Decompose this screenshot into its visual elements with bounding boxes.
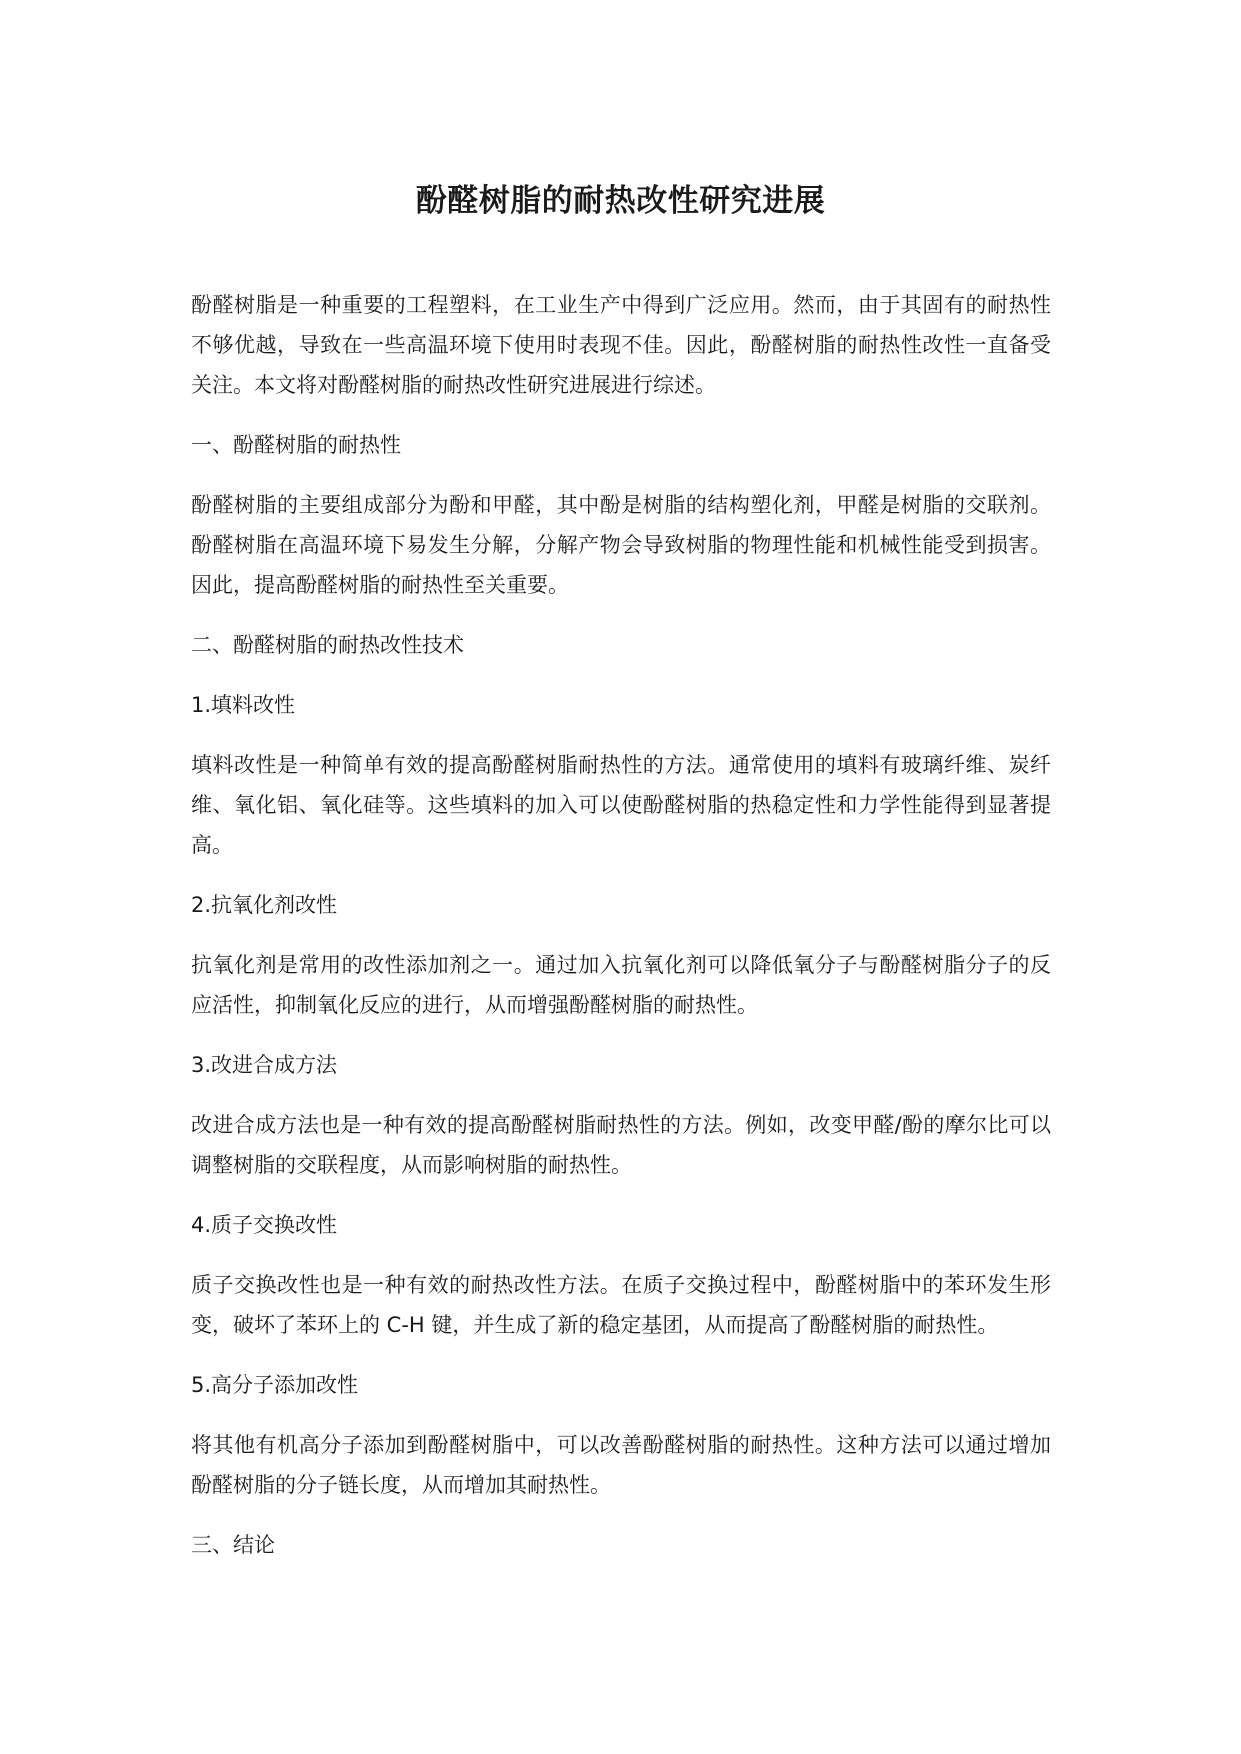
subsection-heading-antioxidant: 2.抗氧化剂改性: [191, 893, 338, 917]
intro-paragraph: 酚醛树脂是一种重要的工程塑料，在工业生产中得到广泛应用。然而，由于其固有的耐热性不够优越，导致在一些高温环境下使用时表现不佳。因此，酚醛树脂的耐热性改性一直备受关注。本文将对酚醛树脂的耐热改性研究进展进行综述。: [191, 293, 1051, 397]
filler-paragraph: 填料改性是一种简单有效的提高酚醛树脂耐热性的方法。通常使用的填料有玻璃纤维、炭纤维、氧化铝、氧化硅等。这些填料的加入可以使酚醛树脂的热稳定性和力学性能得到显著提高。: [191, 753, 1051, 857]
section-heading-2: 二、酚醛树脂的耐热改性技术: [191, 633, 464, 657]
antioxidant-paragraph: 抗氧化剂是常用的改性添加剂之一。通过加入抗氧化剂可以降低氧分子与酚醛树脂分子的反应活性，抑制氧化反应的进行，从而增强酚醛树脂的耐热性。: [191, 953, 1051, 1017]
document-title: 酚醛树脂的耐热改性研究进展: [415, 183, 826, 219]
section-1-paragraph: 酚醛树脂的主要组成部分为酚和甲醛，其中酚是树脂的结构塑化剂，甲醛是树脂的交联剂。酚醛树脂在高温环境下易发生分解，分解产物会导致树脂的物理性能和机械性能受到损害。因此，提高酚醛树脂的耐热性至关重要。: [191, 493, 1051, 597]
proton-exchange-paragraph: 质子交换改性也是一种有效的耐热改性方法。在质子交换过程中，酚醛树脂中的苯环发生形变，破坏了苯环上的 C-H 键，并生成了新的稳定基团，从而提高了酚醛树脂的耐热性。: [191, 1273, 1051, 1337]
polymer-additive-paragraph: 将其他有机高分子添加到酚醛树脂中，可以改善酚醛树脂的耐热性。这种方法可以通过增加酚醛树脂的分子链长度，从而增加其耐热性。: [191, 1433, 1051, 1497]
document-body: [191, 285, 1051, 1585]
synthesis-paragraph: 改进合成方法也是一种有效的提高酚醛树脂耐热性的方法。例如，改变甲醛/酚的摩尔比可以调整树脂的交联程度，从而影响树脂的耐热性。: [191, 1113, 1051, 1177]
subsection-heading-filler: 1.填料改性: [191, 693, 296, 717]
section-heading-1: 一、酚醛树脂的耐热性: [191, 433, 401, 457]
subsection-heading-polymer-additive: 5.高分子添加改性: [191, 1373, 359, 1397]
subsection-heading-proton-exchange: 4.质子交换改性: [191, 1213, 338, 1237]
subsection-heading-synthesis: 3.改进合成方法: [191, 1053, 338, 1077]
section-heading-3: 三、结论: [191, 1533, 275, 1557]
